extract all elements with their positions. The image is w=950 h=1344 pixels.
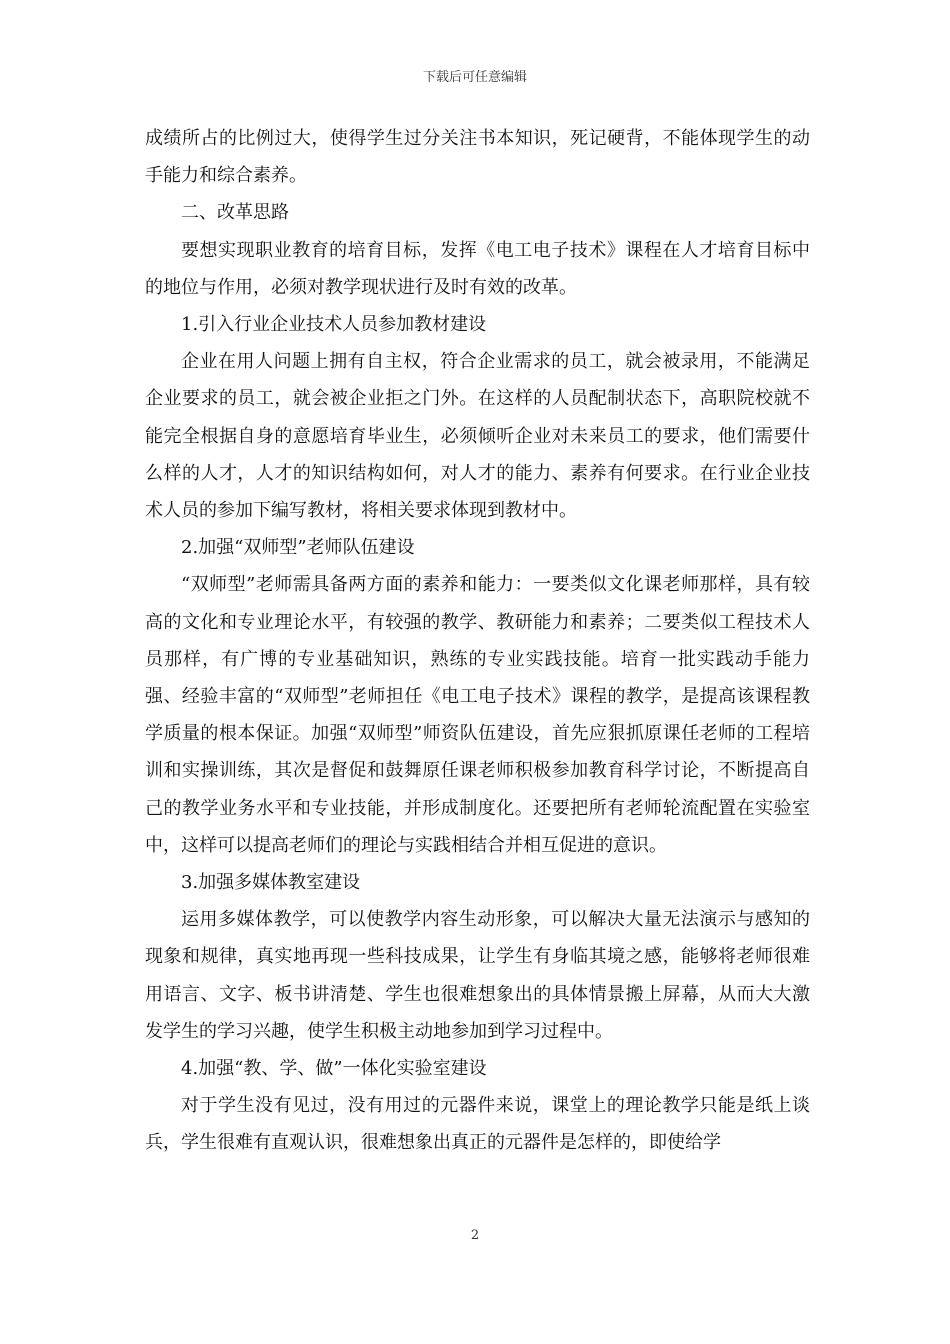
subsection-heading: 4.加强“教、学、做”一体化实验室建设	[181, 1058, 487, 1080]
paragraph: 成绩所占的比例过大，使得学生过分关注书本知识，死记硬背，不能体现学生的动手能力和综合素养。	[145, 128, 810, 187]
subsection-heading: 3.加强多媒体教室建设	[181, 872, 361, 894]
page-header: 下载后可任意编辑	[422, 70, 527, 85]
document-body	[145, 120, 810, 1162]
subsection-heading: 1.引入行业企业技术人员参加教材建设	[181, 314, 487, 336]
paragraph: 要想实现职业教育的培育目标，发挥《电工电子技术》课程在人才培育目标中的地位与作用，必须对教学现状进行及时有效的改革。	[145, 239, 810, 298]
paragraph: 对于学生没有见过，没有用过的元器件来说，课堂上的理论教学只能是纸上谈兵，学生很难有直观认识，很难想象出真正的元器件是怎样的，即使给学	[145, 1095, 810, 1154]
paragraph: “双师型”老师需具备两方面的素养和能力：一要类似文化课老师那样，具有较高的文化和专业理论水平，有较强的教学、教研能力和素养；二要类似工程技术人员那样，有广博的专业基础知识，熟练的专业实践技能。培育一批实践动手能力强、经验丰富的“双师型”老师担任《电工电子技术》课程的教学，是提高该课程教学质量的根本保证。加强“双师型”师资队伍建设，首先应狠抓原课任老师的工程培训和实操训练，其次是督促和鼓舞原任课老师积极参加教育科学讨论，不断提高自己的教学业务水平和专业技能，并形成制度化。还要把所有老师轮流配置在实验室中，这样可以提高老师们的理论与实践相结合并相互促进的意识。	[145, 574, 810, 856]
subsection-heading: 2.加强“双师型”老师队伍建设	[181, 537, 415, 559]
paragraph: 运用多媒体教学，可以使教学内容生动形象，可以解决大量无法演示与感知的现象和规律，真实地再现一些科技成果，让学生有身临其境之感，能够将老师很难用语言、文字、板书讲清楚、学生也很难想象出的具体情景搬上屏幕，从而大大激发学生的学习兴趣，使学生积极主动地参加到学习过程中。	[145, 909, 810, 1042]
page-number: 2	[470, 1228, 480, 1243]
section-heading: 二、改革思路	[181, 202, 289, 224]
paragraph: 企业在用人问题上拥有自主权，符合企业需求的员工，就会被录用，不能满足企业要求的员工，就会被企业拒之门外。在这样的人员配制状态下，高职院校就不能完全根据自身的意愿培育毕业生，必须倾听企业对未来员工的要求，他们需要什么样的人才，人才的知识结构如何，对人才的能力、素养有何要求。在行业企业技术人员的参加下编写教材，将相关要求体现到教材中。	[145, 351, 810, 522]
